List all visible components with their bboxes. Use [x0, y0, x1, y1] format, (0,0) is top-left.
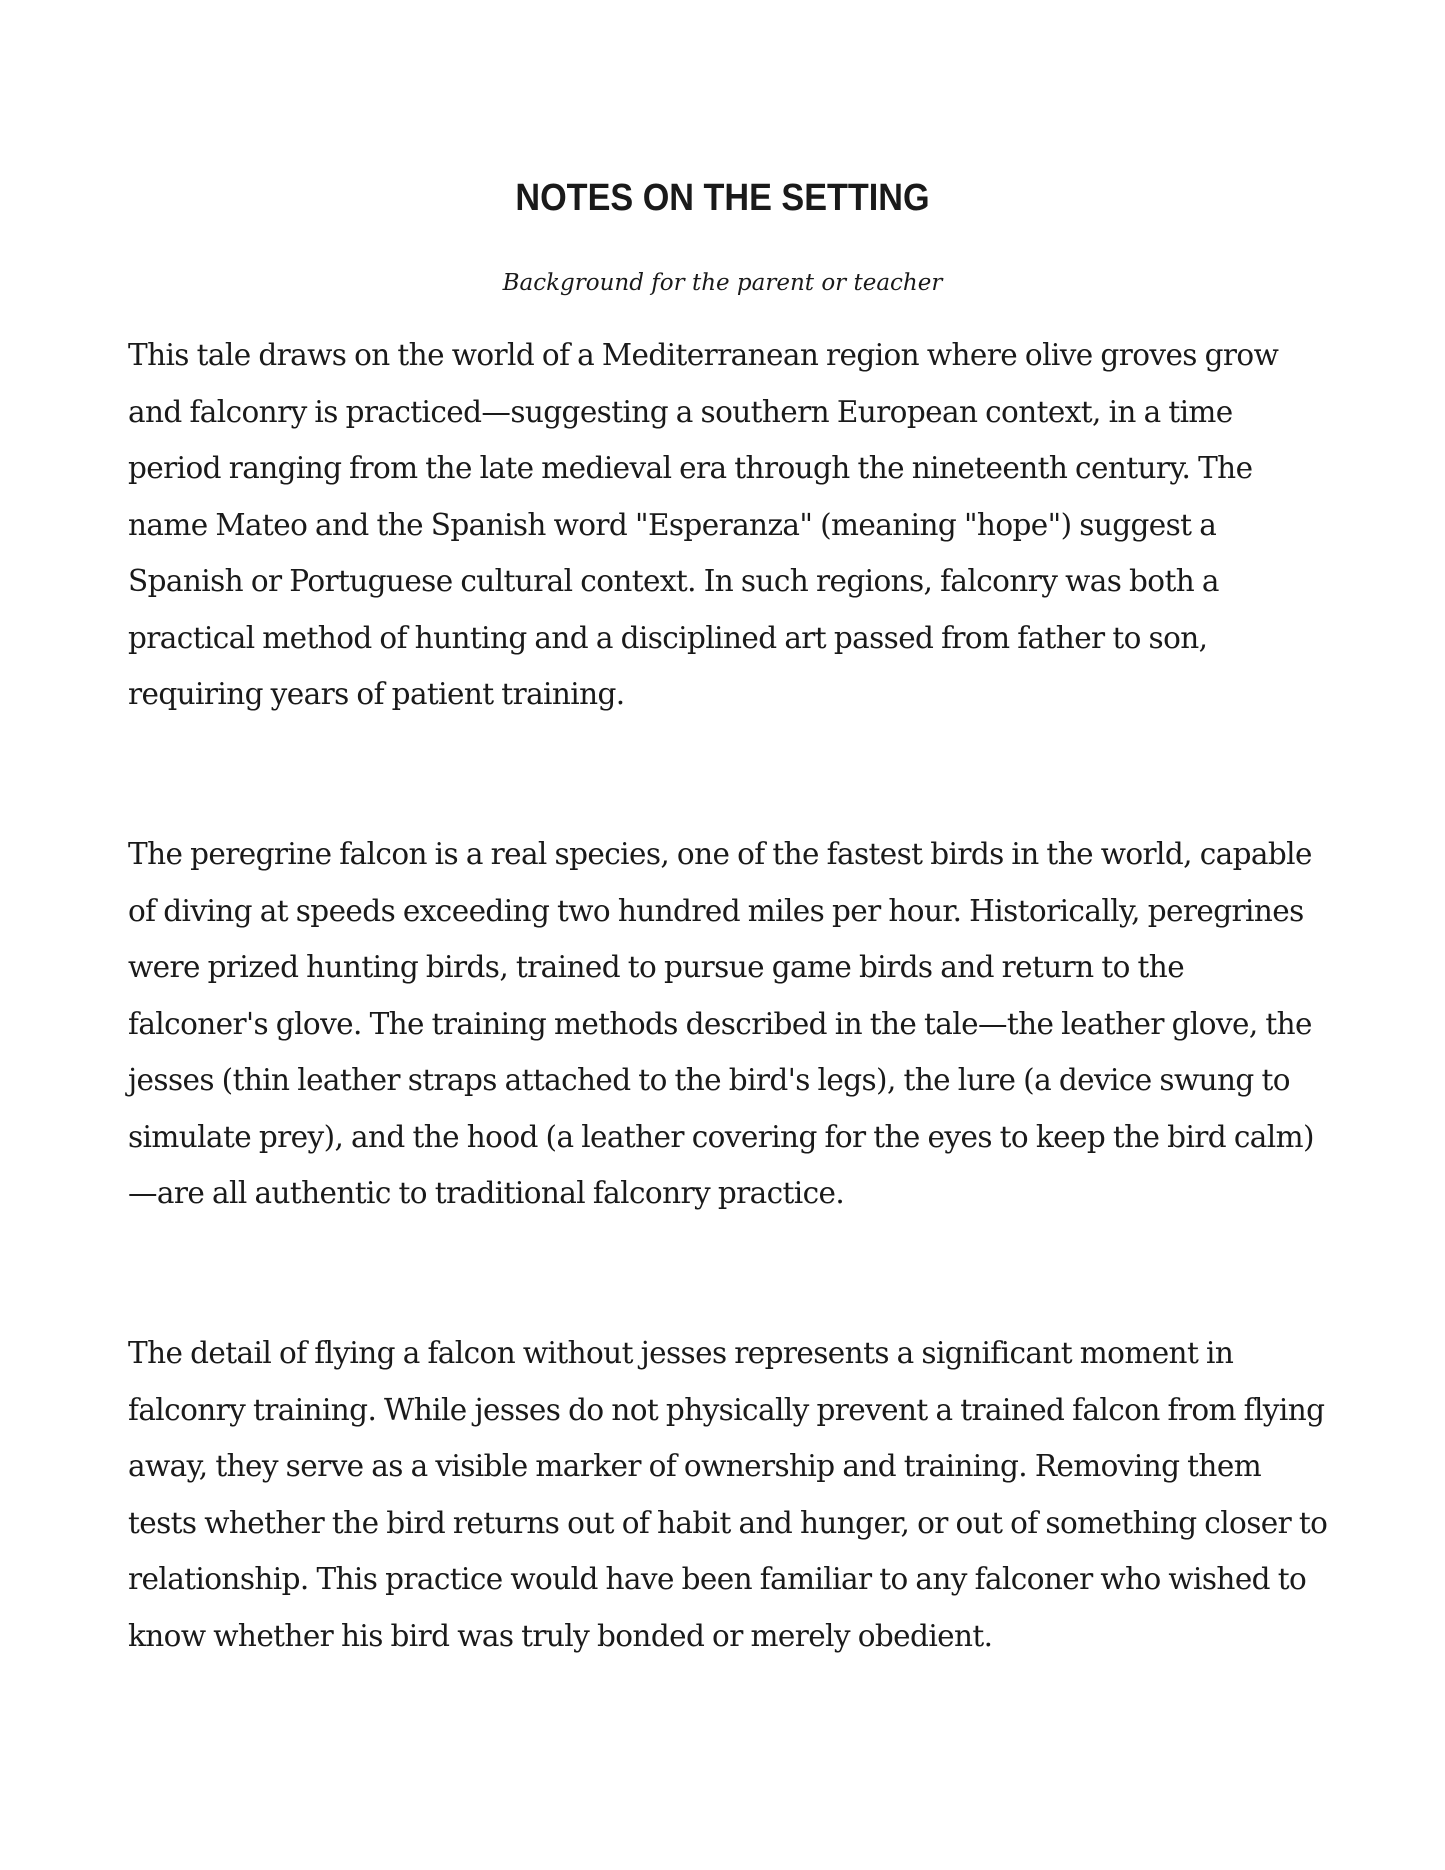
paragraph-text: The detail of flying a falcon without jesses represents a significant moment in falconry training. While jesses do not physically prevent a trained falcon from flying away, they serve as a visible marker of ownership and training. Removing them tests whether the bird returns out of habit and hunger, or out of something closer to relationship. This practice would have been familiar to any falconer who wished to know whether his bird was truly bonded or merely obedient. [128, 1336, 1328, 1653]
paragraph-text: This tale draws on the world of a Mediterranean region where olive groves grow and falconry is practiced—suggesting a southern European context, in a time period ranging from the late medieval era through the nineteenth century. The name Mateo and the Spanish word "Esperanza" (meaning "hope") suggest a Spanish or Portuguese cultural context. In such regions, falconry was both a practical method of hunting and a disciplined art passed from father to son, requiring years of patient training. [128, 338, 1279, 711]
page-subtitle: Background for the parent or teacher [502, 270, 943, 296]
page-title: NOTES ON THE SETTING [515, 177, 930, 219]
paragraph-text: The peregrine falcon is a real species, one of the fastest birds in the world, capable of diving at speeds exceeding two hundred miles per hour. Historically, peregrines were prized hunting birds, trained to pursue game birds and return to the falconer's glove. The training methods described in the tale—the leather glove, the jesses (thin leather straps attached to the bird's legs), the lure (a device swung to simulate prey), and the hood (a leather covering for the eyes to keep the bird calm)—are all authentic to traditional falconry practice. [128, 837, 1314, 1210]
paragraph-3 [128, 1325, 1328, 1664]
paragraph-2 [128, 826, 1328, 1222]
paragraph-1 [128, 327, 1328, 723]
